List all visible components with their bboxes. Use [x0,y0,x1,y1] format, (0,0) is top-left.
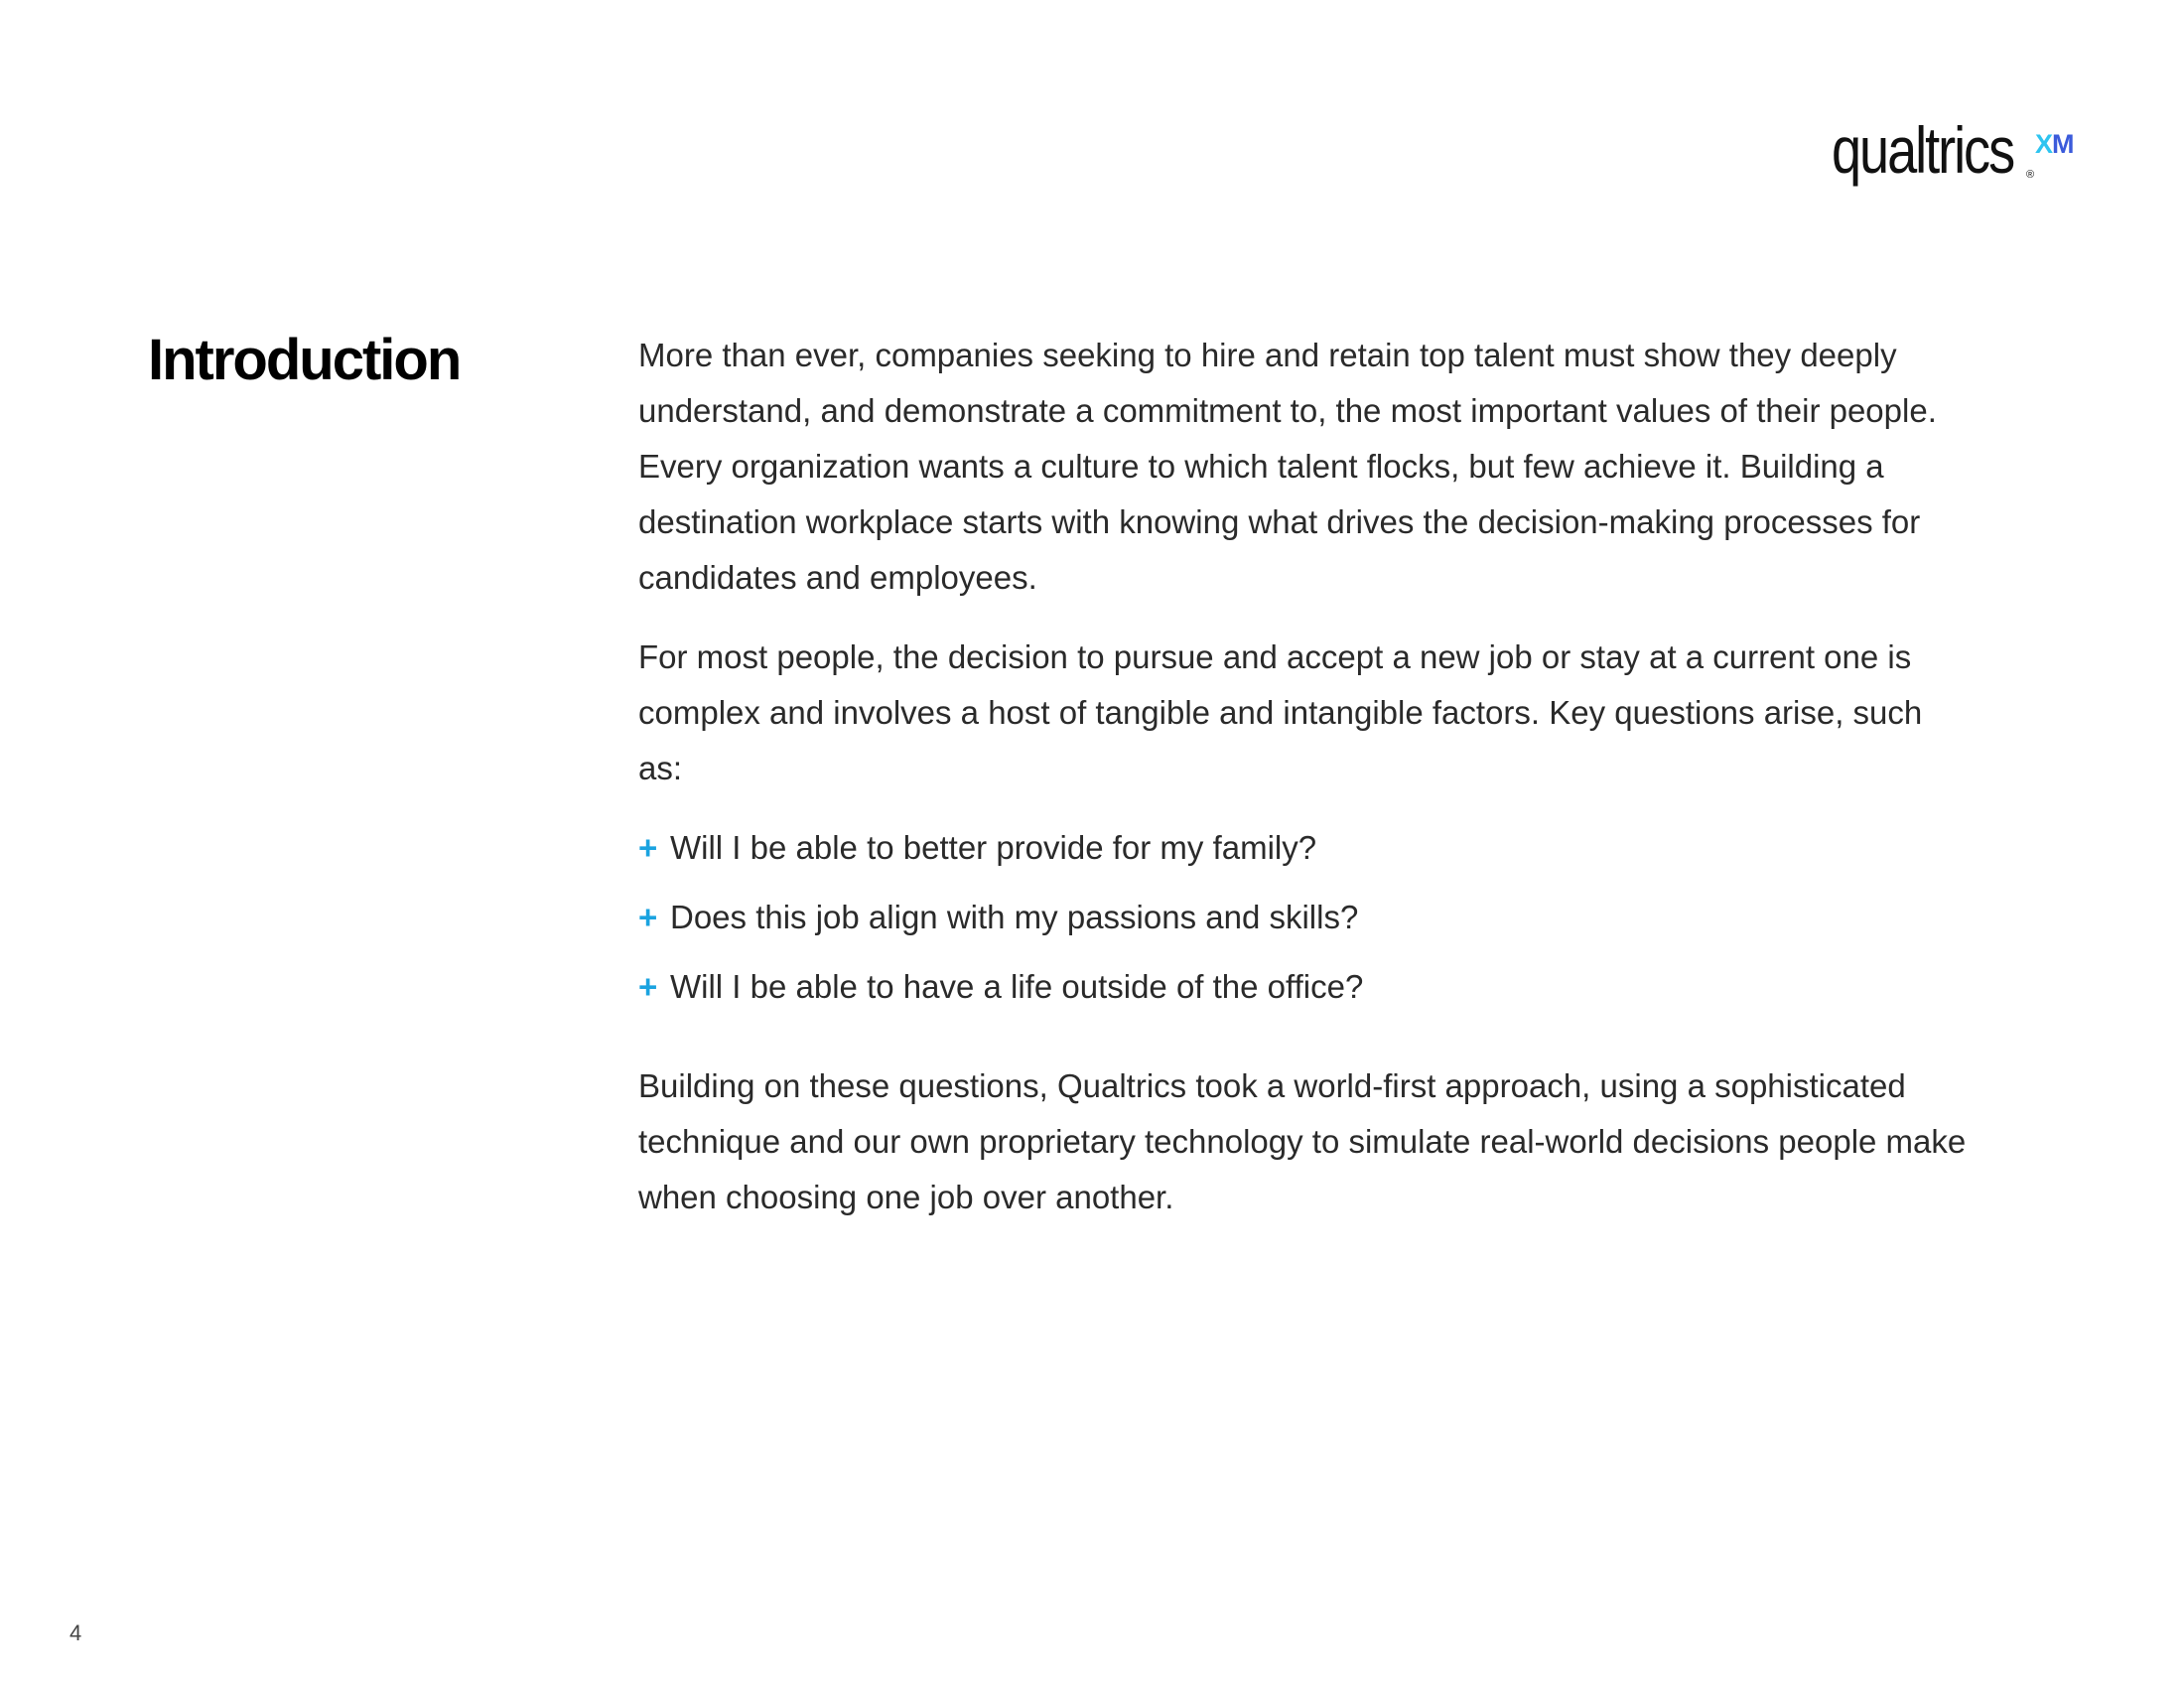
body-content [638,328,1969,1225]
key-questions-list [638,820,1969,1015]
list-item [638,959,1969,1015]
list-item [638,890,1969,945]
intro-paragraph-3: Building on these questions, Qualtrics took a world-first approach, using a sophisticated technique and our own proprietary technology to simulate real-world decisions people make when choosing one job over another. [638,1067,1967,1215]
plus-icon: + [638,829,658,866]
list-item-text: Will I be able to better provide for my family? [670,829,1317,866]
list-item-text: Does this job align with my passions and skills? [670,899,1359,935]
section-heading: Introduction [148,328,461,392]
logo-xm-x: X [2035,129,2053,159]
list-item [638,820,1969,876]
page-number: 4 [69,1620,82,1645]
list-item-text: Will I be able to have a life outside of the office? [670,968,1364,1005]
intro-paragraph-2: For most people, the decision to pursue and accept a new job or stay at a current one is complex and involves a host of tangible and intangible factors. Key questions arise, such as: [638,638,1923,786]
logo-xm-m: M [2052,129,2074,159]
logo-xm-superscript [2035,131,2074,158]
plus-icon: + [638,968,658,1005]
logo-wordmark: qualtrics [1832,113,2014,187]
intro-paragraph-1: More than ever, companies seeking to hire and retain top talent must show they deeply understand, and demonstrate a commitment to, the most important values of their people. Every organization wants a culture to which talent flocks, but few achieve it. Building a destination workplace starts with knowing what drives the decision-making processes for candidates and employees. [638,337,1937,596]
qualtrics-logo [1832,113,2074,216]
registered-mark: ® [2026,169,2035,181]
plus-icon: + [638,899,658,935]
